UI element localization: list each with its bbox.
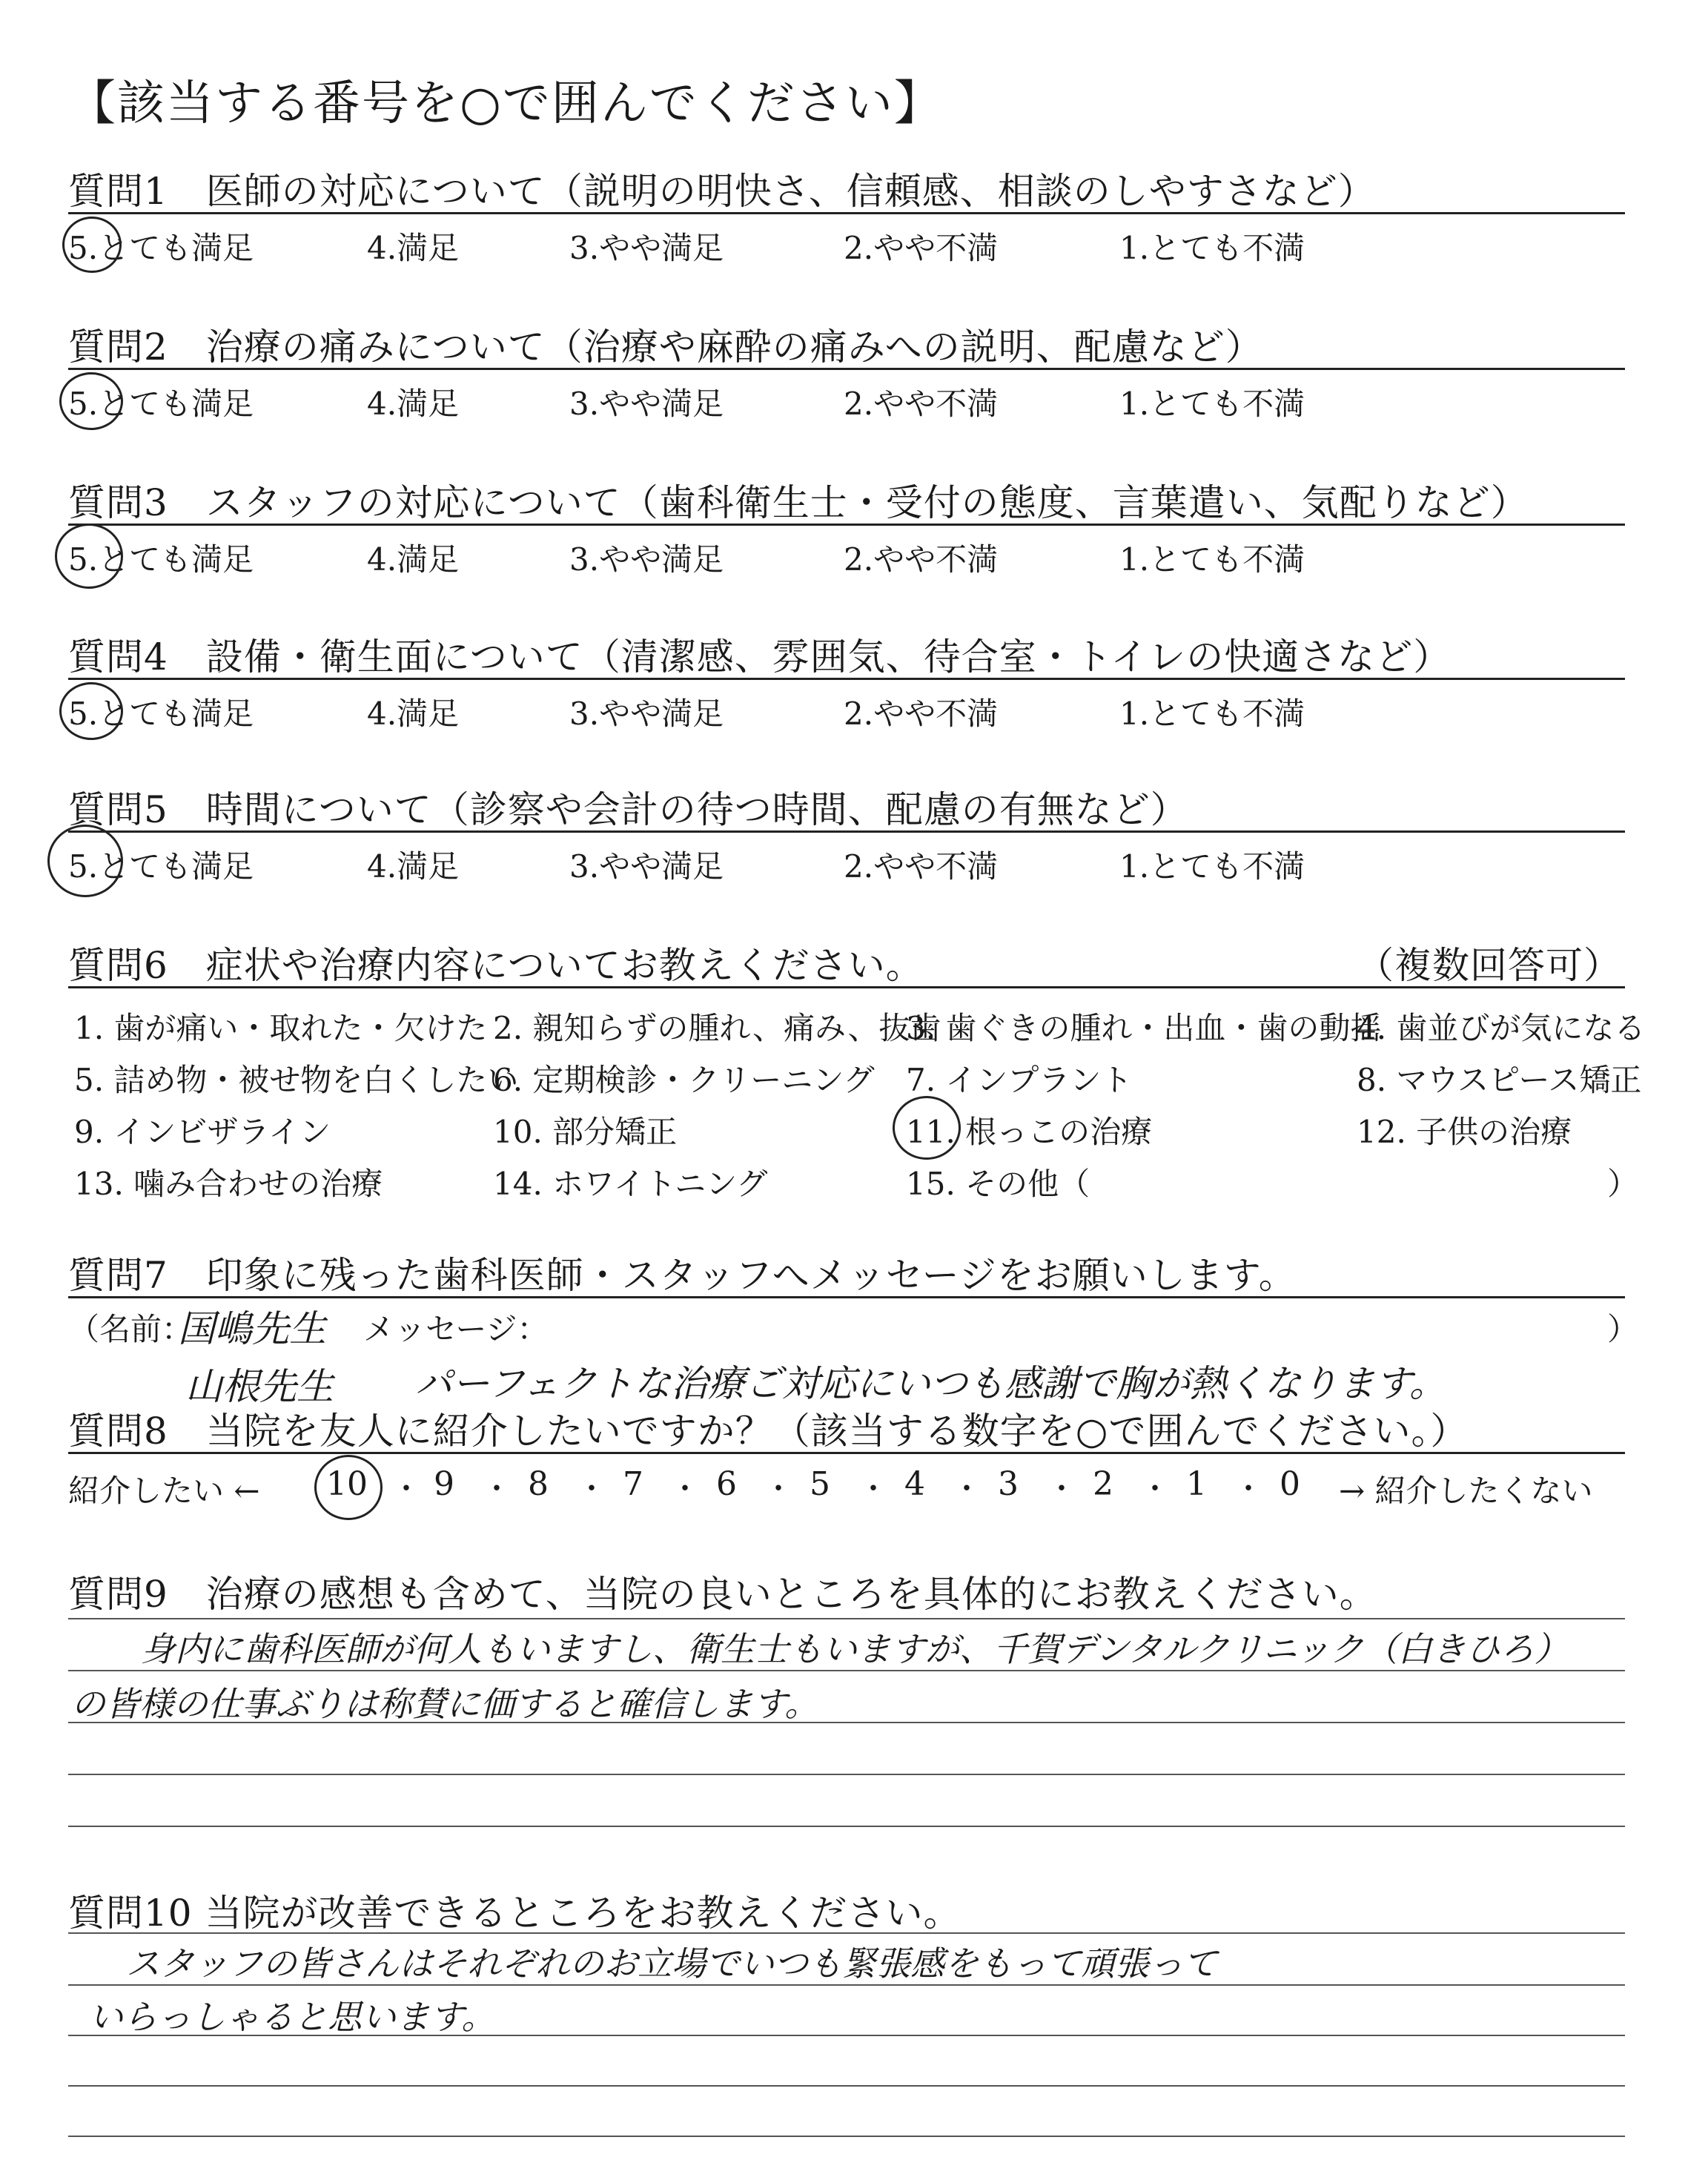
q1-option-1[interactable]: 1.とても不満	[1119, 230, 1305, 266]
answer-line	[68, 1618, 1625, 1619]
scale-dot: ・	[670, 1472, 700, 1506]
q6-option-7[interactable]: 7. インプラント	[906, 1062, 1133, 1098]
question-8: 質問8 当院を友人に紹介したいですか？（該当する数字を○で囲んでください。）	[68, 1410, 1469, 1453]
q6-option-12[interactable]: 12. 子供の治療	[1357, 1114, 1572, 1150]
q7-close-paren: ）	[1607, 1311, 1639, 1347]
question-6: 質問6 症状や治療内容についてお教えください。	[68, 944, 924, 987]
divider	[68, 524, 1625, 526]
q8-option-4[interactable]: 4	[904, 1465, 925, 1503]
q8-selection-circle	[314, 1455, 383, 1520]
question-9: 質問9 治療の感想も含めて、当院の良いところを具体的にお教えください。	[68, 1573, 1377, 1616]
q7-name-line-1[interactable]: 国嶋先生	[178, 1307, 326, 1350]
q8-option-3[interactable]: 3	[998, 1465, 1019, 1503]
q6-option-8[interactable]: 8. マウスピース矯正	[1357, 1062, 1642, 1098]
q6-option-6[interactable]: 6. 定期検診・クリーニング	[493, 1062, 875, 1098]
q6-option-1[interactable]: 1. 歯が痛い・取れた・欠けた	[74, 1010, 488, 1046]
q8-right-label: → 紹介したくない	[1339, 1473, 1593, 1509]
q2-selection-circle	[59, 372, 123, 430]
q6-option-4[interactable]: 4. 歯並びが気になる	[1357, 1010, 1646, 1046]
q8-option-8[interactable]: 8	[528, 1465, 549, 1503]
question-3: 質問3 スタッフの対応について（歯科衛生士・受付の態度、言葉遣い、気配りなど）	[68, 481, 1529, 524]
q1-option-5[interactable]: 5.とても満足	[68, 230, 254, 266]
question-4: 質問4 設備・衛生面について（清潔感、雰囲気、待合室・トイレの快適さなど）	[68, 635, 1452, 678]
q6-option-3[interactable]: 3. 歯ぐきの腫れ・出血・歯の動揺	[906, 1010, 1382, 1046]
q6-option-13[interactable]: 13. 噛み合わせの治療	[74, 1166, 383, 1202]
divider	[68, 986, 1625, 988]
q6-option-11[interactable]: 11. 根っこの治療	[906, 1114, 1153, 1150]
q8-option-10[interactable]: 10	[326, 1465, 368, 1503]
form-title: 【該当する番号を○で囲んでください】	[68, 76, 943, 131]
question-2: 質問2 治療の痛みについて（治療や麻酔の痛みへの説明、配慮など）	[68, 326, 1263, 369]
q4-option-3[interactable]: 3.やや満足	[569, 696, 724, 732]
q7-name-line-2[interactable]: 山根先生	[185, 1365, 334, 1408]
q3-selection-circle	[55, 524, 123, 589]
q7-message-label: メッセージ：	[363, 1311, 549, 1347]
q5-option-1[interactable]: 1.とても不満	[1119, 848, 1305, 885]
q8-option-7[interactable]: 7	[623, 1465, 643, 1503]
q6-option-15[interactable]: 15. その他（	[906, 1166, 1090, 1202]
q9-answer-line-2[interactable]: の皆様の仕事ぶりは称賛に価すると確信します。	[71, 1684, 819, 1724]
answer-line	[68, 1932, 1625, 1934]
q5-selection-circle	[47, 825, 123, 897]
q1-selection-circle	[62, 217, 122, 273]
q6-option-5[interactable]: 5. 詰め物・被せ物を白くしたい	[74, 1062, 519, 1098]
q5-option-5[interactable]: 5.とても満足	[68, 848, 254, 885]
q1-option-2[interactable]: 2.やや不満	[844, 230, 999, 266]
q7-name-label: （名前：	[68, 1311, 193, 1347]
divider	[68, 368, 1625, 370]
answer-line	[68, 2136, 1625, 2137]
q3-option-3[interactable]: 3.やや満足	[569, 541, 724, 578]
scale-dot: ・	[1047, 1472, 1076, 1506]
q5-option-2[interactable]: 2.やや不満	[844, 848, 999, 885]
q3-option-4[interactable]: 4.満足	[367, 541, 460, 578]
scale-dot: ・	[764, 1472, 793, 1506]
question-1: 質問1 医師の対応について（説明の明快さ、信頼感、相談のしやすさなど）	[68, 170, 1376, 213]
q4-option-2[interactable]: 2.やや不満	[844, 696, 999, 732]
q8-option-5[interactable]: 5	[810, 1465, 830, 1503]
scale-dot: ・	[391, 1472, 421, 1506]
q6-option-9[interactable]: 9. インビザライン	[74, 1114, 331, 1150]
question-7: 質問7 印象に残った歯科医師・スタッフへメッセージをお願いします。	[68, 1254, 1297, 1297]
q10-answer-line-2[interactable]: いらっしゃると思います。	[89, 1997, 496, 2037]
divider	[68, 1452, 1625, 1454]
q6-option-14[interactable]: 14. ホワイトニング	[493, 1166, 768, 1202]
q2-option-1[interactable]: 1.とても不満	[1119, 386, 1305, 422]
q5-option-4[interactable]: 4.満足	[367, 848, 460, 885]
q4-option-5[interactable]: 5.とても満足	[68, 696, 254, 732]
q8-option-1[interactable]: 1	[1186, 1465, 1207, 1503]
divider	[68, 212, 1625, 214]
q6-selection-circle	[893, 1096, 961, 1160]
q6-multiple-note: （複数回答可）	[1357, 944, 1621, 987]
q6-option-10[interactable]: 10. 部分矯正	[493, 1114, 678, 1150]
scale-dot: ・	[952, 1472, 982, 1506]
scale-dot: ・	[482, 1472, 512, 1506]
answer-line	[68, 2085, 1625, 2087]
divider	[68, 678, 1625, 680]
q9-answer-line-1[interactable]: 身内に歯科医師が何人もいますし、衛生士もいますが、千賀デンタルクリニック（白きひろ）	[141, 1629, 1569, 1669]
q1-option-3[interactable]: 3.やや満足	[569, 230, 724, 266]
q2-option-3[interactable]: 3.やや満足	[569, 386, 724, 422]
q8-left-label: 紹介したい ←	[68, 1473, 260, 1509]
q8-option-6[interactable]: 6	[716, 1465, 737, 1503]
q3-option-2[interactable]: 2.やや不満	[844, 541, 999, 578]
answer-line	[68, 1774, 1625, 1775]
scale-dot: ・	[1234, 1472, 1263, 1506]
q8-option-2[interactable]: 2	[1093, 1465, 1113, 1503]
q6-option-15-close: ）	[1607, 1166, 1639, 1202]
q2-option-5[interactable]: 5.とても満足	[68, 386, 254, 422]
q7-message[interactable]: パーフェクトな治療ご対応にいつも感謝で胸が熱くなります。	[415, 1362, 1446, 1405]
question-5: 質問5 時間について（診察や会計の待つ時間、配慮の有無など）	[68, 788, 1188, 831]
q4-option-1[interactable]: 1.とても不満	[1119, 696, 1305, 732]
scale-dot: ・	[858, 1472, 888, 1506]
q3-option-1[interactable]: 1.とても不満	[1119, 541, 1305, 578]
q5-option-3[interactable]: 3.やや満足	[569, 848, 724, 885]
q8-option-0[interactable]: 0	[1280, 1465, 1300, 1503]
q10-answer-line-1[interactable]: スタッフの皆さんはそれぞれのお立場でいつも緊張感をもって頑張って	[126, 1943, 1217, 1984]
scale-dot: ・	[1140, 1472, 1170, 1506]
q6-option-2[interactable]: 2. 親知らずの腫れ、痛み、抜歯	[493, 1010, 941, 1046]
q4-selection-circle	[59, 682, 123, 740]
answer-line	[68, 1826, 1625, 1827]
divider	[68, 1296, 1625, 1298]
scale-dot: ・	[577, 1472, 606, 1506]
q2-option-2[interactable]: 2.やや不満	[844, 386, 999, 422]
q4-option-4[interactable]: 4.満足	[367, 696, 460, 732]
question-10: 質問10 当院が改善できるところをお教えください。	[68, 1892, 961, 1935]
q2-option-4[interactable]: 4.満足	[367, 386, 460, 422]
q1-option-4[interactable]: 4.満足	[367, 230, 460, 266]
q3-option-5[interactable]: 5.とても満足	[68, 541, 254, 578]
q8-option-9[interactable]: 9	[434, 1465, 454, 1503]
divider	[68, 830, 1625, 833]
